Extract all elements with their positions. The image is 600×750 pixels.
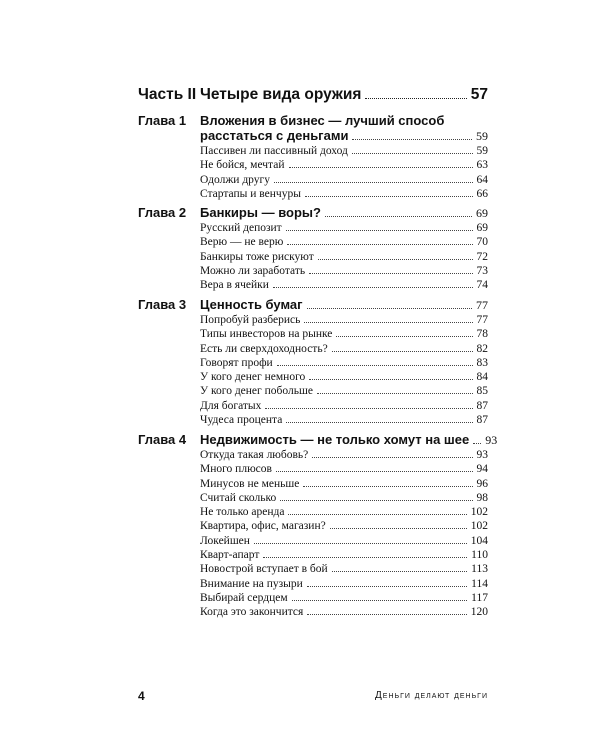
dot-leader (307, 308, 472, 309)
toc-entry: Есть ли сверхдоходность? 82 (200, 342, 488, 355)
dot-leader (325, 216, 472, 217)
toc-entry: Одолжи другу 64 (200, 173, 488, 186)
chapter-label: Глава 3 (138, 297, 187, 312)
toc-entry: Попробуй разберись 77 (200, 314, 488, 326)
part-title: Четыре вида оружия (200, 86, 362, 103)
toc-entry: Стартапы и венчуры 66 (200, 187, 488, 200)
part-page-number: 57 (470, 86, 488, 103)
chapter-4 (138, 432, 498, 620)
dot-leader (473, 443, 481, 444)
toc-entry: Чудеса процента 87 (200, 414, 488, 427)
page-number: 4 (138, 689, 145, 703)
dot-leader (365, 98, 466, 99)
toc-entry: Считай сколько 98 (200, 491, 488, 504)
toc-entry: Минусов не меньше 96 (200, 477, 488, 490)
chapter-1 (138, 113, 488, 201)
chapter-title: Ценность бумаг (200, 297, 303, 312)
chapter-label: Глава 4 (138, 432, 187, 447)
toc-entry: Пассивен ли пассивный доход 59 (200, 145, 488, 157)
toc-entry: У кого денег побольше 85 (200, 385, 488, 398)
toc-entry: Не только аренда 102 (200, 506, 488, 519)
toc-entry: Кварт-апарт 110 (200, 549, 488, 562)
running-header-book-title: Деньги делают деньги (375, 690, 488, 701)
toc-entry: Локейшен 104 (200, 534, 488, 547)
toc-entry: Типы инвесторов на рынке 78 (200, 328, 488, 341)
toc-entry: Выбирай сердцем 117 (200, 591, 488, 604)
chapter-label: Глава 1 (138, 113, 187, 128)
chapter-title-continued: расстаться с деньгами (200, 128, 349, 143)
chapter-title: Недвижимость — не только хомут на шее (200, 432, 470, 447)
chapter-label: Глава 2 (138, 205, 187, 220)
chapter-title: Банкиры — воры? (200, 205, 321, 220)
toc-entry: Вера в ячейки 74 (200, 279, 488, 292)
toc-entry: Русский депозит 69 (200, 222, 488, 234)
toc-entry: Можно ли заработать 73 (200, 264, 488, 277)
chapter-page-number: 77 (476, 298, 488, 312)
chapter-2 (138, 205, 488, 292)
toc-entry: Когда это закончится 120 (200, 606, 488, 619)
dot-leader (352, 139, 472, 140)
chapter-3 (138, 297, 488, 427)
toc-entry: Банкиры тоже рискуют 72 (200, 250, 488, 263)
part-heading (138, 86, 488, 110)
toc-entry: Новострой вступает в бой 113 (200, 563, 488, 576)
chapter-page-number: 59 (476, 129, 488, 143)
toc-entry: Квартира, офис, магазин? 102 (200, 520, 488, 533)
toc-entry: У кого денег немного 84 (200, 371, 488, 384)
chapter-page-number: 93 (485, 433, 498, 447)
part-label: Часть II (138, 86, 197, 103)
chapter-title: Вложения в бизнес — лучший способ (200, 113, 445, 128)
toc-entry: Говорят профи 83 (200, 356, 488, 369)
toc-entry: Верю — не верю 70 (200, 236, 488, 249)
toc-entry: Внимание на пузыри 114 (200, 577, 488, 590)
toc-entry: Для богатых 87 (200, 399, 488, 412)
toc-entry: Откуда такая любовь? 93 (200, 449, 488, 461)
chapter-page-number: 69 (476, 206, 488, 220)
toc-entry: Не бойся, мечтай 63 (200, 159, 488, 172)
toc-entry: Много плюсов 94 (200, 463, 488, 476)
